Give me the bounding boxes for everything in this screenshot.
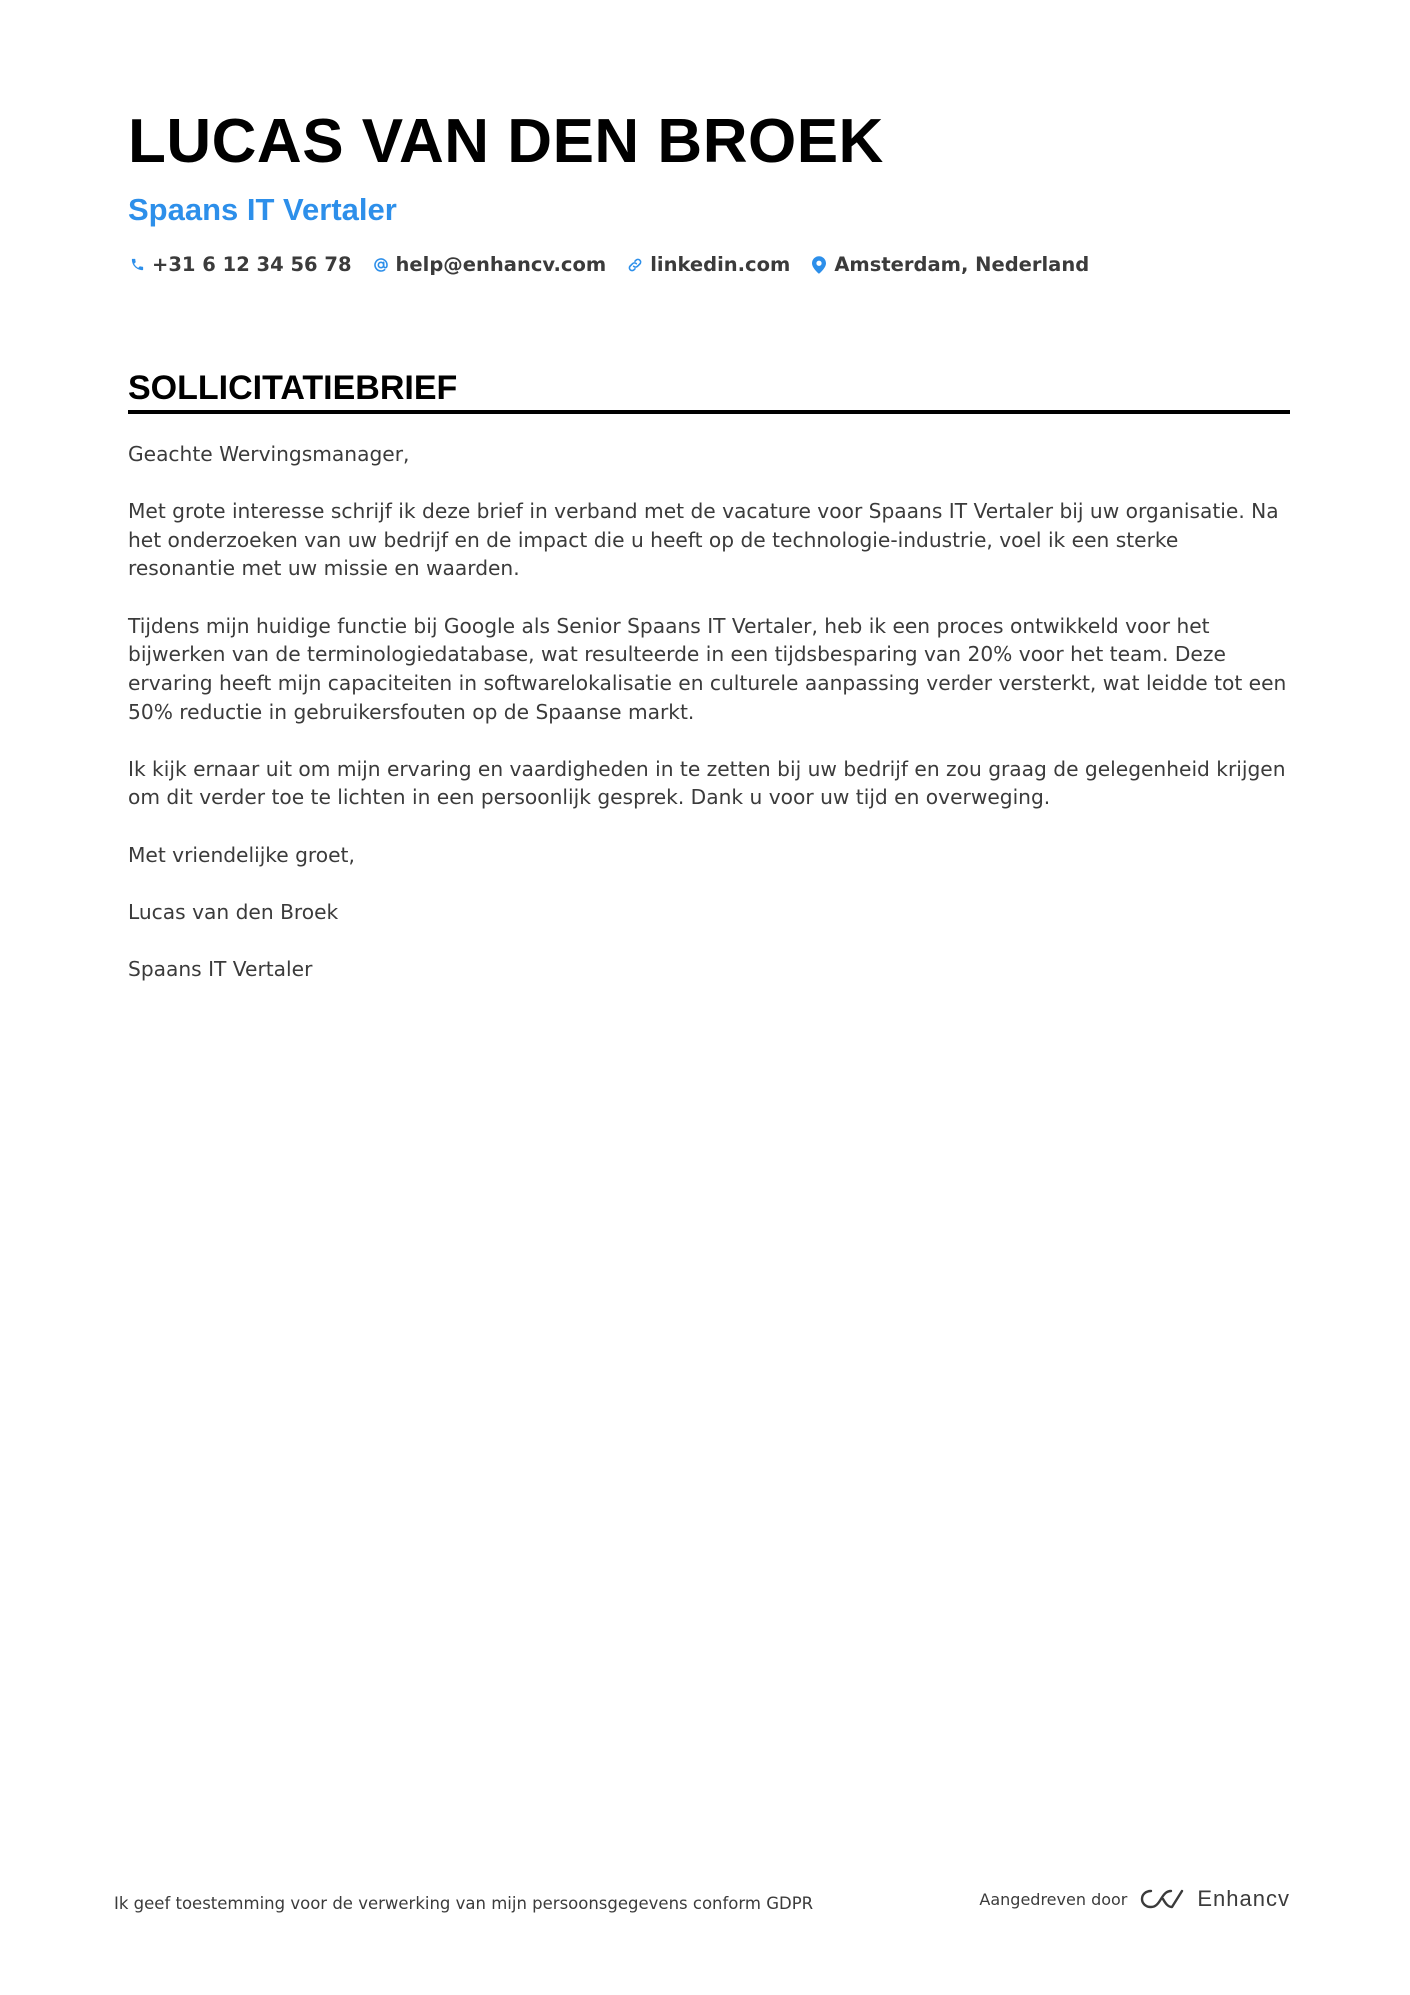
letter-paragraph: Tijdens mijn huidige functie bij Google als Senior Spaans IT Vertaler, heb ik een proces ontwikkeld voor het bijwerken van de terminologiedatabase, wat resulteerde in een tijdsbesparing van 20% voor het team. Deze ervaring heeft mijn capaciteiten in softwarelokalisatie en culturele aanpassing verder versterkt, wat leidde tot een 50% reductie in gebruikersfouten op de Spaanse markt. (128, 613, 1287, 724)
section-title: SOLLICITATIEBRIEF (128, 369, 458, 407)
contact-location-text: Amsterdam, Nederland (834, 253, 1090, 276)
powered-by-label: Aangedreven door (979, 1889, 1128, 1909)
letter-body (128, 440, 1290, 1013)
signature-name: Lucas van den Broek (128, 899, 339, 924)
letter-paragraph: Met grote interesse schrijf ik deze brief in verband met de vacature voor Spaans IT Vertaler bij uw organisatie. Na het onderzoeken van uw bedrijf en de impact die u heeft op de technologie-industrie, voel ik een sterke resonantie met uw missie en waarden. (128, 499, 1279, 581)
contact-email[interactable] (372, 253, 607, 276)
location-pin-icon (810, 255, 828, 275)
at-icon (372, 255, 390, 275)
phone-icon (128, 255, 146, 275)
brand-name: Enhancv (1197, 1886, 1290, 1911)
contact-linkedin-text: linkedin.com (650, 253, 791, 276)
signature-title: Spaans IT Vertaler (128, 957, 313, 982)
contact-location (810, 253, 1089, 276)
section-divider (128, 410, 1290, 414)
contact-bar (128, 253, 1109, 276)
contact-phone[interactable] (128, 253, 352, 276)
letter-salutation: Geachte Wervingsmanager, (128, 442, 410, 466)
letter-paragraph: Ik kijk ernaar uit om mijn ervaring en vaardigheden in te zetten bij uw bedrijf en zou graag de gelegenheid krijgen om dit verder toe te lichten in een persoonlijk gesprek. Dank u voor uw tijd en overweging. (128, 756, 1286, 810)
job-title: Spaans IT Vertaler (128, 192, 397, 227)
letter-closing: Met vriendelijke groet, (128, 842, 355, 867)
enhancv-logo-icon (1139, 1887, 1185, 1911)
link-icon (626, 255, 644, 275)
applicant-name: LUCAS VAN DEN BROEK (128, 107, 884, 176)
gdpr-consent-text: Ik geef toestemming voor de verwerking van mijn persoonsgegevens conform GDPR (114, 1894, 814, 1913)
powered-by[interactable] (979, 1886, 1290, 1912)
contact-linkedin[interactable] (626, 253, 790, 276)
contact-email-text: help@enhancv.com (395, 253, 607, 276)
contact-phone-text: +31 6 12 34 56 78 (152, 253, 352, 276)
